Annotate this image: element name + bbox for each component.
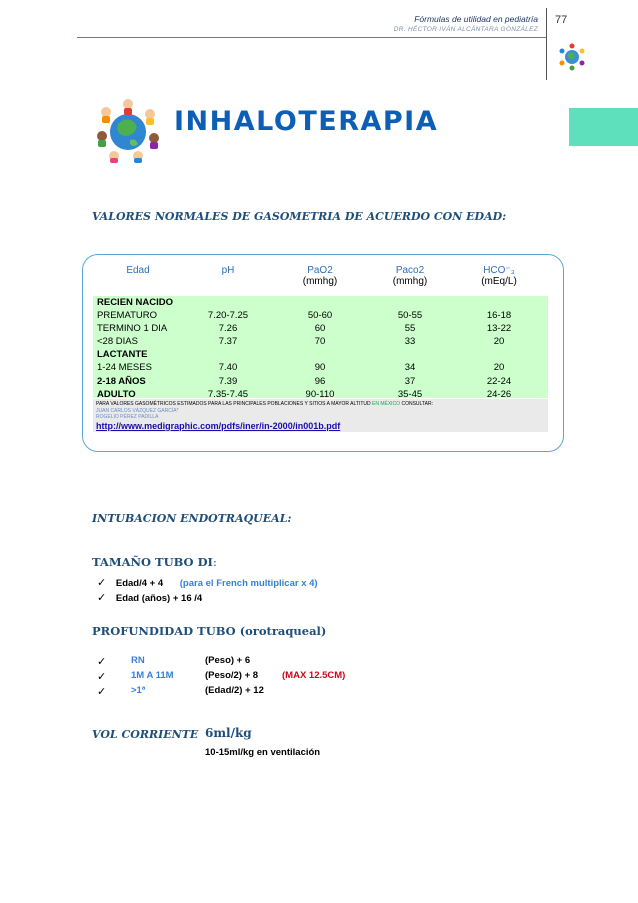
table-cell xyxy=(193,296,263,309)
table-cell: 7.20-7.25 xyxy=(207,310,249,322)
intubacion-heading: INTUBACION ENDOTRAQUEAL: xyxy=(92,512,292,525)
list-item: ✓ 1M A 11M (Peso/2) + 8 (MAX 12.5CM) xyxy=(97,670,346,683)
side-tab xyxy=(569,108,638,146)
checkmark-icon: ✓ xyxy=(97,577,107,589)
table-cell: 35-45 xyxy=(397,388,423,400)
list-item: ✓ Edad (años) + 16 /4 xyxy=(97,592,203,604)
table-cell: ADULTO xyxy=(97,388,136,400)
table-header-ph: pH xyxy=(221,265,235,276)
list-item: ✓ Edad/4 + 4 (para el French multiplicar x 4) xyxy=(97,577,318,589)
table-col-ph xyxy=(193,296,263,401)
checkmark-icon: ✓ xyxy=(97,592,107,604)
table-cell: 50-60 xyxy=(307,310,333,322)
table-col-edad xyxy=(97,296,202,401)
table-header-hco3: HCO⁻₃ (mEq/L) xyxy=(481,265,517,287)
table-cell: 34 xyxy=(404,362,416,374)
header-title: Fórmulas de utilidad en pediatría xyxy=(414,14,538,24)
table-cell: 37 xyxy=(404,375,416,387)
table-cell: 7.40 xyxy=(218,362,238,374)
table-cell: RECIEN NACIDO xyxy=(97,297,174,308)
table-col-hco3 xyxy=(464,296,534,401)
gasometria-heading: VALORES NORMALES DE GASOMETRIA DE ACUERDO CON EDAD: xyxy=(92,210,507,223)
table-cell: 2-18 AÑOS xyxy=(97,375,146,387)
table-cell: 7.39 xyxy=(218,375,238,387)
header-author: DR. HÉCTOR IVÁN ALCÁNTARA GONZÁLEZ xyxy=(393,26,538,33)
table-cell: 96 xyxy=(314,375,326,387)
page-title: INHALOTERAPIA xyxy=(174,106,439,137)
table-cell: 16-18 xyxy=(486,310,512,322)
checkmark-icon: ✓ xyxy=(97,686,107,698)
table-header-edad: Edad xyxy=(126,265,150,276)
header-rule xyxy=(77,37,546,38)
page-number: 77 xyxy=(555,14,568,26)
table-authors-1: JUAN CARLOS VÁZQUEZ GARCÍA* xyxy=(96,408,179,414)
profundidad-heading: PROFUNDIDAD TUBO (orotraqueal) xyxy=(92,624,327,638)
table-cell: 33 xyxy=(404,336,416,348)
table-cell: 90 xyxy=(314,362,326,374)
table-cell xyxy=(375,348,445,361)
table-authors-2: ROGELIO PÉREZ PADILLA xyxy=(96,414,159,420)
table-cell: 20 xyxy=(493,336,505,348)
vol-corriente-label: VOL CORRIENTE xyxy=(92,728,199,741)
table-cell xyxy=(464,348,534,361)
header-divider xyxy=(546,8,547,80)
table-cell xyxy=(285,348,355,361)
vol-corriente-note: 10-15ml/kg en ventilación xyxy=(205,747,321,758)
table-cell: 13-22 xyxy=(486,323,512,335)
table-cell: 70 xyxy=(314,336,326,348)
table-cell: 90-110 xyxy=(305,388,335,400)
checkmark-icon: ✓ xyxy=(97,656,107,668)
vol-corriente-value: 6ml/kg xyxy=(205,726,252,740)
list-item: ✓ >1ª (Edad/2) + 12 xyxy=(97,685,264,698)
table-cell: TERMINO 1 DIA xyxy=(97,323,168,335)
table-cell: 20 xyxy=(493,362,505,374)
table-cell: PREMATURO xyxy=(97,310,157,322)
table-cell: 7.26 xyxy=(218,323,238,335)
table-cell: 7.37 xyxy=(218,336,238,348)
table-cell: 22-24 xyxy=(486,375,512,387)
table-cell: 55 xyxy=(404,323,416,335)
table-col-pao2 xyxy=(285,296,355,401)
table-cell: 7.35-7.45 xyxy=(207,388,249,400)
table-cell xyxy=(464,296,534,309)
list-item: ✓ RN (Peso) + 6 xyxy=(97,655,251,668)
checkmark-icon: ✓ xyxy=(97,671,107,683)
table-header-paco2: Paco2 (mmhg) xyxy=(392,265,428,287)
table-cell: LACTANTE xyxy=(97,349,148,361)
table-cell: <28 DIAS xyxy=(97,336,138,348)
reference-link[interactable]: http://www.medigraphic.com/pdfs/iner/in-2000/in001b.pdf xyxy=(96,421,341,431)
table-cell: 24-26 xyxy=(486,388,512,400)
small-children-globe-icon xyxy=(557,42,587,72)
tubo-heading: TAMAÑO TUBO DI: xyxy=(92,555,217,569)
table-cell: 1-24 MESES xyxy=(97,362,152,374)
table-cell: 50-55 xyxy=(397,310,423,322)
table-cell xyxy=(375,296,445,309)
table-cell xyxy=(193,348,263,361)
table-cell: 60 xyxy=(314,323,326,335)
table-note: PARA VALORES GASOMÉTRICOS ESTIMADOS PARA LAS PRINCIPALES POBLACIONES Y SITIOS A MAYOR ALTITUD EN MÉXICO CONSULTAR: xyxy=(96,401,433,407)
table-cell xyxy=(285,296,355,309)
children-globe-icon xyxy=(94,96,162,164)
table-header-pao2: PaO2 (mmhg) xyxy=(302,265,338,287)
table-col-paco2 xyxy=(375,296,445,401)
